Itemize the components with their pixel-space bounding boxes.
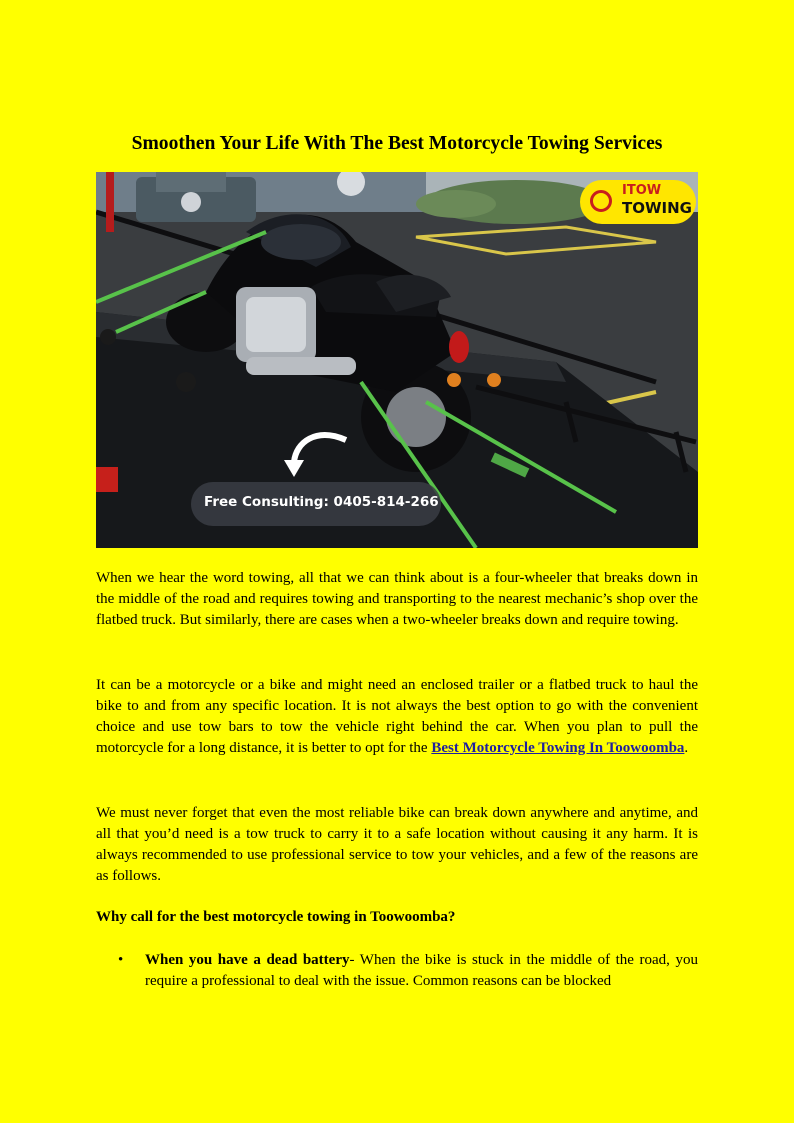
bullet-text: - When the bike is stuck in the middle of the road, you require a professional to deal with the issue. Common reasons can be blocked (145, 952, 698, 989)
bullet-lead: When you have a dead battery (145, 952, 350, 968)
trailer-paragraph: It can be a motorcycle or a bike and might need an enclosed trailer or a flatbed truck to haul the bike to and from any specific location. It is not always the best option to go with the convenient choice and use tow bars to tow the vehicle right behind the car. When you plan to pull the motorcycle for a long distance, it is better to opt for the Best Motorcycle Towing In Toowoomba. (96, 677, 698, 756)
bullet-icon: • (118, 952, 124, 968)
intro-paragraph: When we hear the word towing, all that we can think about is a four-wheeler that breaks down in the middle of the road and requires towing and transporting to the nearest mechanic’s shop over the flatbed truck. But similarly, there are cases when a two-wheeler breaks down and require towing. (96, 570, 698, 628)
best-motorcycle-towing-link[interactable]: Best Motorcycle Towing In Toowoomba (431, 740, 685, 756)
tow-hook-icon (590, 190, 612, 212)
section-heading: Why call for the best motorcycle towing in Toowoomba? (96, 909, 456, 925)
reliability-paragraph: We must never forget that even the most reliable bike can break down anywhere and anytime, and all that you’d need is a tow truck to carry it to a safe location without causing it any harm. It is always recommended to use professional service to tow your vehicles, and a few of the reasons are as follows. (96, 805, 698, 884)
itow-logo: ITOW TOWING (580, 180, 696, 224)
page-title: Smoothen Your Life With The Best Motorcycle Towing Services (131, 133, 663, 154)
consulting-banner-text: Free Consulting: 0405-814-266 (204, 494, 439, 510)
motorcycle-towing-photo (96, 172, 698, 548)
